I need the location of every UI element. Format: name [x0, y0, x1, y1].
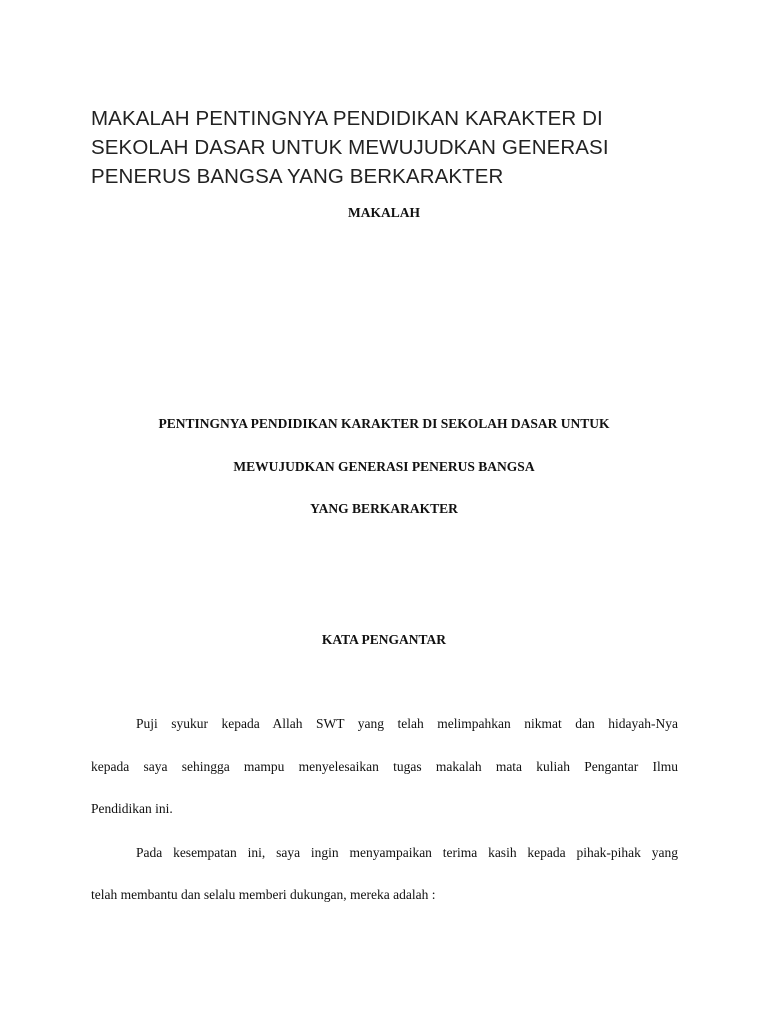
subtitle-line-1: PENTINGNYA PENDIDIKAN KARAKTER DI SEKOLAH DASAR UNTUK	[158, 416, 610, 431]
paragraph-1-line-2: kepada saya sehingga mampu menyelesaikan tugas makalah mata kuliah Pengantar Ilmu	[91, 759, 678, 774]
title-line-2: SEKOLAH DASAR UNTUK MEWUJUDKAN GENERASI	[91, 136, 609, 159]
paragraph-1-line-3: Pendidikan ini.	[91, 801, 173, 816]
title-line-1: MAKALAH PENTINGNYA PENDIDIKAN KARAKTER DI	[91, 107, 603, 130]
paragraph-2-line-1: Pada kesempatan ini, saya ingin menyampaikan terima kasih kepada pihak-pihak yang	[136, 845, 678, 860]
section-heading: KATA PENGANTAR	[321, 632, 447, 647]
paragraph-1-line-1: Puji syukur kepada Allah SWT yang telah melimpahkan nikmat dan hidayah-Nya	[136, 716, 678, 731]
subtitle-line-2: MEWUJUDKAN GENERASI PENERUS BANGSA	[233, 459, 535, 474]
paragraph-2-line-2: telah membantu dan selalu memberi dukungan, mereka adalah :	[91, 887, 436, 902]
title-line-3: PENERUS BANGSA YANG BERKARAKTER	[91, 165, 504, 188]
subtitle-line-3: YANG BERKARAKTER	[310, 501, 458, 516]
document-title	[91, 104, 711, 191]
makalah-label: MAKALAH	[348, 205, 420, 220]
